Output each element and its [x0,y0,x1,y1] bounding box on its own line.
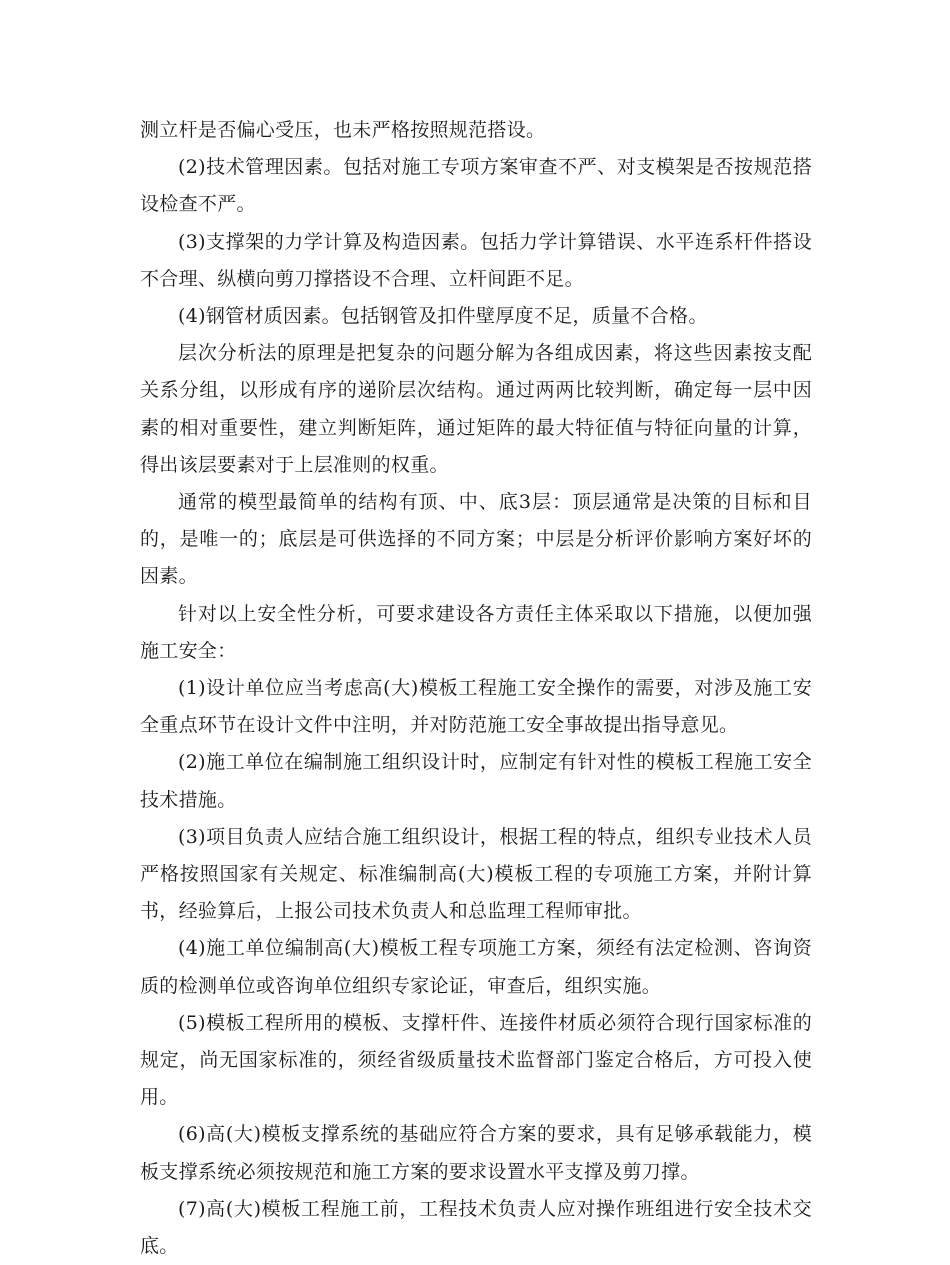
paragraph-continuation: 测立杆是否偏心受压，也未严格按照规范搭设。 [140,119,546,141]
paragraph-ahp-principle: 层次分析法的原理是把复杂的问题分解为各组成因素，将这些因素按支配关系分组，以形成有序的递阶层次结构。通过两两比较判断，确定每一层中因素的相对重要性，建立判断矩阵，通过矩阵的最大特征值与特征向量的计算，得出该层要素对于上层准则的权重。 [140,342,812,476]
paragraph-model-structure: 通常的模型最简单的结构有顶、中、底3层：顶层通常是决策的目标和目的，是唯一的；底层是可供选择的不同方案；中层是分析评价影响方案好坏的因素。 [140,491,812,588]
document-body [140,112,812,1265]
paragraph-measure-3: (3)项目负责人应结合施工组织设计，根据工程的特点，组织专业技术人员严格按照国家有关规定、标准编制高(大)模板工程的专项施工方案，并附计算书，经验算后，上报公司技术负责人和总监理工程师审批。 [140,825,812,923]
paragraph-measure-5: (5)模板工程所用的模板、支撑杆件、连接件材质必须符合现行国家标准的规定，尚无国家标准的，须经省级质量技术监督部门鉴定合格后，方可投入使用。 [140,1011,812,1109]
paragraph-measure-7: (7)高(大)模板工程施工前，工程技术负责人应对操作班组进行安全技术交底。 [140,1197,812,1258]
paragraph-measure-6: (6)高(大)模板支撑系统的基础应符合方案的要求，具有足够承载能力，模板支撑系统必须按规范和施工方案的要求设置水平支撑及剪刀撑。 [140,1123,812,1183]
paragraph-item-4-steel-material: (4)钢管材质因素。包括钢管及扣件壁厚度不足，质量不合格。 [178,305,708,328]
paragraph-item-2-technical-management: (2)技术管理因素。包括对施工专项方案审查不严、对支模架是否按规范搭设检查不严。 [140,156,812,216]
paragraph-measure-1: (1)设计单位应当考虑高(大)模板工程施工安全操作的需要，对涉及施工安全重点环节在设计文件中注明，并对防范施工安全事故提出指导意见。 [140,677,812,737]
paragraph-measure-4: (4)施工单位编制高(大)模板工程专项施工方案，须经有法定检测、咨询资质的检测单位或咨询单位组织专家论证，审查后，组织实施。 [140,937,812,997]
paragraph-measure-2: (2)施工单位在编制施工组织设计时，应制定有针对性的模板工程施工安全技术措施。 [140,751,812,811]
paragraph-item-3-mechanics: (3)支撑架的力学计算及构造因素。包括力学计算错误、水平连系杆件搭设不合理、纵横向剪刀撑搭设不合理、立杆间距不足。 [140,230,812,290]
paragraph-measures-intro: 针对以上安全性分析，可要求建设各方责任主体采取以下措施，以便加强施工安全： [140,602,812,662]
